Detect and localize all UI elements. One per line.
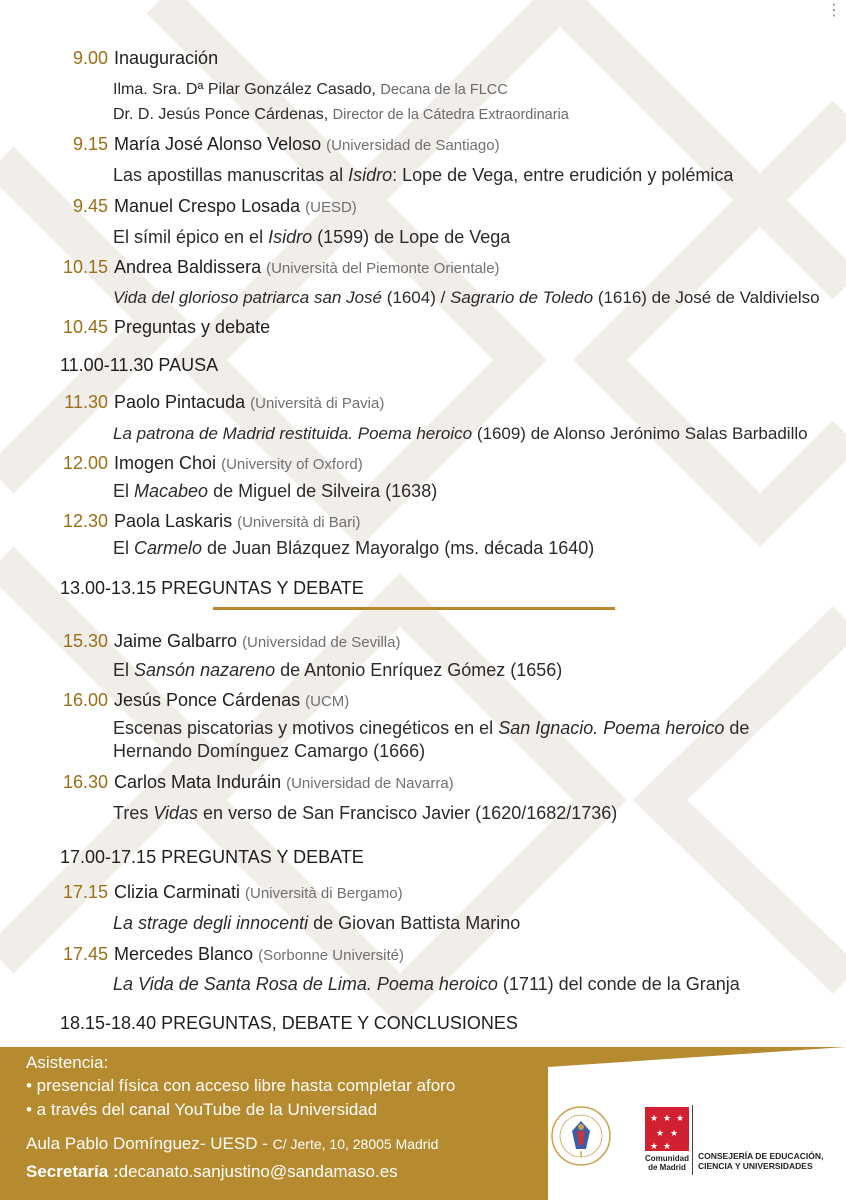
talk-title: El símil épico en el Isidro (1599) de Lope de Vega — [113, 227, 511, 247]
affiliation: (Universidad de Santiago) — [326, 137, 500, 154]
speaker-name: Manuel Crespo Losada — [114, 196, 301, 216]
affiliation: (Sorbonne Université) — [258, 947, 404, 964]
talk-title: La patrona de Madrid restituida. Poema heroico (1609) de Alonso Jerónimo Salas Barbadillo — [113, 424, 808, 443]
speaker-name: Andrea Baldissera — [114, 257, 262, 277]
time: 9.45 — [72, 196, 108, 216]
time: 15.30 — [62, 631, 108, 651]
time: 12.30 — [62, 511, 108, 531]
talk-title: Tres Vidas en verso de San Francisco Javier (1620/1682/1736) — [113, 803, 618, 823]
speaker-name: Paola Laskaris — [114, 511, 233, 531]
time: 10.45 — [62, 317, 108, 337]
comunidad-madrid-name: Comunidad de Madrid — [645, 1154, 689, 1172]
comunidad-madrid-logo-icon — [645, 1107, 689, 1151]
talk-title: El Carmelo de Juan Blázquez Mayoralgo (ms. década 1640) — [113, 538, 595, 558]
time: 17.45 — [62, 944, 108, 964]
asistencia-title: Asistencia: — [26, 1053, 109, 1072]
time: 12.00 — [62, 453, 108, 473]
consejeria-label: CONSEJERÍA DE EDUCACIÓN, CIENCIA Y UNIVERSIDADES — [698, 1151, 824, 1171]
talk-title: Escenas piscatorias y motivos cinegéticos en el San Ignacio. Poema heroico de — [113, 718, 750, 738]
footer-band-wedge — [548, 1047, 846, 1067]
affiliation: (University of Oxford) — [221, 456, 363, 473]
official-line: Ilma. Sra. Dª Pilar González Casado, Decana de la FLCC — [113, 81, 508, 98]
time: 9.00 — [72, 48, 108, 68]
time: 17.15 — [62, 882, 108, 902]
speaker-name: Preguntas y debate — [114, 317, 271, 337]
affiliation: (Università di Bergamo) — [245, 885, 403, 902]
affiliation: (UCM) — [305, 693, 350, 710]
secretaria: Secretaría :decanato.sanjustino@sandamaso.es — [26, 1162, 398, 1181]
talk-title-continued: Hernando Domínguez Camargo (1666) — [113, 741, 426, 761]
svg-text:★: ★ — [649, 1142, 659, 1151]
time: 11.30 — [64, 392, 108, 412]
footer — [0, 1047, 846, 1200]
time: 9.15 — [72, 134, 108, 154]
time: 10.15 — [62, 257, 108, 277]
speaker-name: Carlos Mata Induráin — [114, 772, 282, 792]
section-heading: 13.00-13.15 PREGUNTAS Y DEBATE — [60, 578, 364, 598]
section-heading: 17.00-17.15 PREGUNTAS Y DEBATE — [60, 847, 364, 867]
affiliation: (Università del Piemonte Orientale) — [266, 260, 500, 277]
speaker-name: Jaime Galbarro — [114, 631, 238, 651]
attendance-option: • a través del canal YouTube de la Universidad — [26, 1100, 378, 1119]
section-heading: 18.15-18.40 PREGUNTAS, DEBATE Y CONCLUSIONES — [60, 1013, 518, 1033]
svg-text:★: ★ — [662, 1114, 672, 1124]
speaker-name: Imogen Choi — [114, 453, 217, 473]
official-line: Dr. D. Jesús Ponce Cárdenas, Director de la Cátedra Extraordinaria — [113, 106, 569, 123]
venue: Aula Pablo Domínguez- UESD - C/ Jerte, 10, 28005 Madrid — [26, 1134, 439, 1153]
speaker-name: María José Alonso Veloso — [114, 134, 322, 154]
speaker-name: Mercedes Blanco — [114, 944, 254, 964]
affiliation: (Università di Pavia) — [250, 395, 385, 412]
talk-title: La strage degli innocenti de Giovan Battista Marino — [113, 913, 521, 933]
section-heading: 11.00-11.30 PAUSA — [60, 355, 219, 375]
speaker-name: Jesús Ponce Cárdenas — [114, 690, 301, 710]
svg-text:★: ★ — [662, 1142, 672, 1151]
talk-title: El Macabeo de Miguel de Silveira (1638) — [113, 481, 438, 501]
speaker-name: Inauguración — [114, 48, 219, 68]
affiliation: (UESD) — [305, 199, 357, 216]
talk-title: La Vida de Santa Rosa de Lima. Poema heroico (1711) del conde de la Granja — [113, 974, 740, 994]
time: 16.30 — [62, 772, 108, 792]
university-seal-icon — [550, 1105, 612, 1167]
svg-text:★: ★ — [675, 1114, 685, 1124]
logo-separator — [692, 1105, 693, 1175]
talk-title: Vida del glorioso patriarca san José (1604) / Sagrario de Toledo (1616) de José de Valdivielso — [113, 288, 820, 307]
talk-title: El Sansón nazareno de Antonio Enríquez Gómez (1656) — [113, 660, 563, 680]
email-link[interactable]: decanato.sanjustino@sandamaso.es — [118, 1162, 398, 1181]
affiliation: (Universidad de Navarra) — [286, 775, 454, 792]
affiliation: (Università di Bari) — [237, 514, 361, 531]
affiliation: (Universidad de Sevilla) — [242, 634, 401, 651]
svg-text:★: ★ — [655, 1129, 665, 1139]
speaker-name: Paolo Pintacuda — [114, 392, 246, 412]
talk-title: Las apostillas manuscritas al Isidro: Lope de Vega, entre erudición y polémica — [113, 165, 734, 185]
attendance-option: • presencial física con acceso libre hasta completar aforo — [26, 1076, 456, 1095]
svg-text:★: ★ — [649, 1114, 659, 1124]
svg-text:★: ★ — [669, 1129, 679, 1139]
time: 16.00 — [62, 690, 108, 710]
speaker-name: Clizia Carminati — [114, 882, 241, 902]
more-options-icon[interactable]: ⋮ — [826, 2, 842, 19]
section-divider — [213, 607, 615, 610]
